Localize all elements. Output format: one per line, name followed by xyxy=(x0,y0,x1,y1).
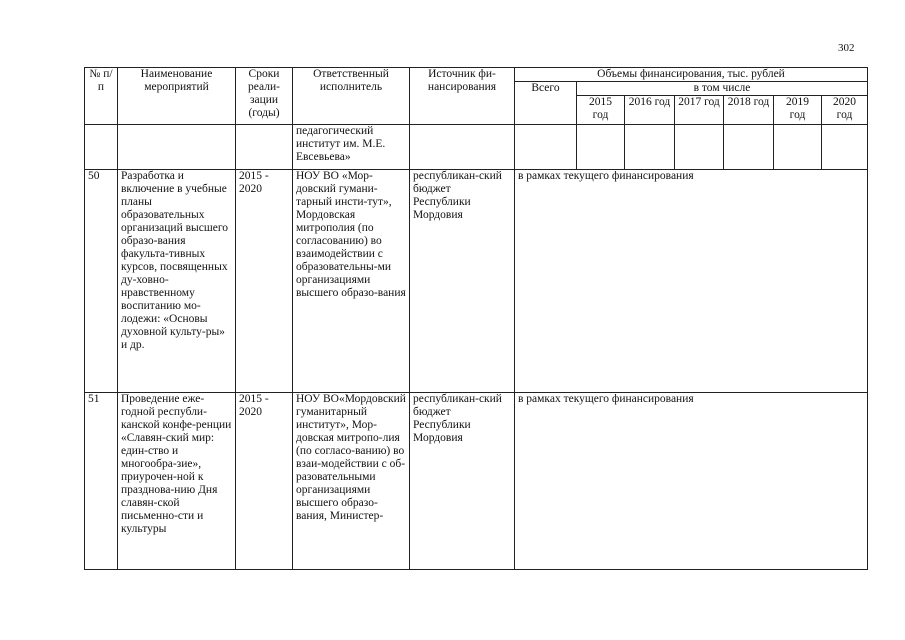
cell-source: республикан-ский бюджет Республики Мордовия xyxy=(410,393,515,570)
header-name: Наименование мероприятий xyxy=(118,68,236,125)
measures-table xyxy=(84,67,868,570)
cell-total xyxy=(515,125,577,170)
table-row xyxy=(85,125,868,170)
cell-terms xyxy=(236,125,293,170)
cell-year xyxy=(625,125,675,170)
cell-year xyxy=(577,125,625,170)
cell-num: 51 xyxy=(85,393,118,570)
header-executor: Ответственный исполнитель xyxy=(293,68,410,125)
header-year-2020: 2020 год xyxy=(822,96,868,125)
page-number: 302 xyxy=(838,42,855,54)
cell-terms: 2015 - 2020 xyxy=(236,170,293,393)
cell-terms: 2015 - 2020 xyxy=(236,393,293,570)
table-row xyxy=(85,170,868,393)
header-year-2019: 2019 год xyxy=(774,96,822,125)
cell-year xyxy=(724,125,774,170)
header-terms: Сроки реали-зации (годы) xyxy=(236,68,293,125)
header-num: № п/п xyxy=(85,68,118,125)
cell-year xyxy=(675,125,724,170)
cell-executor: НОУ ВО«Мордовский гуманитарный институт», Мор-довская митропо-лия (по согласо-ванию) во взаи-модействии с об-разовательными организациями высшего образо-вания, Министер- xyxy=(293,393,410,570)
header-year-2015: 2015 год xyxy=(577,96,625,125)
cell-name: Проведение еже-годной республи-канской конфе-ренции «Славян-ский мир: един-ство и многообра-зие», приурочен-ной к празднова-нию Дня славян-ской письменно-сти и культуры xyxy=(118,393,236,570)
header-year-2016: 2016 год xyxy=(625,96,675,125)
table-row xyxy=(85,393,868,570)
cell-executor: НОУ ВО «Мор-довский гумани-тарный инсти-тут», Мордовская митрополия (по согласованию) во взаимодействии с образовательны-ми организациями высшего образо-вания xyxy=(293,170,410,393)
header-year-2017: 2017 год xyxy=(675,96,724,125)
header-including: в том числе xyxy=(577,82,868,96)
cell-num xyxy=(85,125,118,170)
cell-executor: педагогический институт им. М.Е. Евсевьева» xyxy=(293,125,410,170)
header-funding: Объемы финансирования, тыс. рублей xyxy=(515,68,868,82)
header-year-2018: 2018 год xyxy=(724,96,774,125)
cell-year xyxy=(774,125,822,170)
cell-funding: в рамках текущего финансирования xyxy=(515,170,868,393)
cell-source: республикан-ский бюджет Республики Мордовия xyxy=(410,170,515,393)
cell-year xyxy=(822,125,868,170)
cell-name: Разработка и включение в учебные планы образовательных организаций высшего образо-вания факульта-тивных курсов, посвященных ду-ховно-нравственному воспитанию мо-лодежи: «Основы духовной культу-ры» и др. xyxy=(118,170,236,393)
cell-num: 50 xyxy=(85,170,118,393)
cell-name xyxy=(118,125,236,170)
cell-source xyxy=(410,125,515,170)
header-total: Всего xyxy=(515,82,577,125)
header-source: Источник фи-нансирования xyxy=(410,68,515,125)
cell-funding: в рамках текущего финансирования xyxy=(515,393,868,570)
